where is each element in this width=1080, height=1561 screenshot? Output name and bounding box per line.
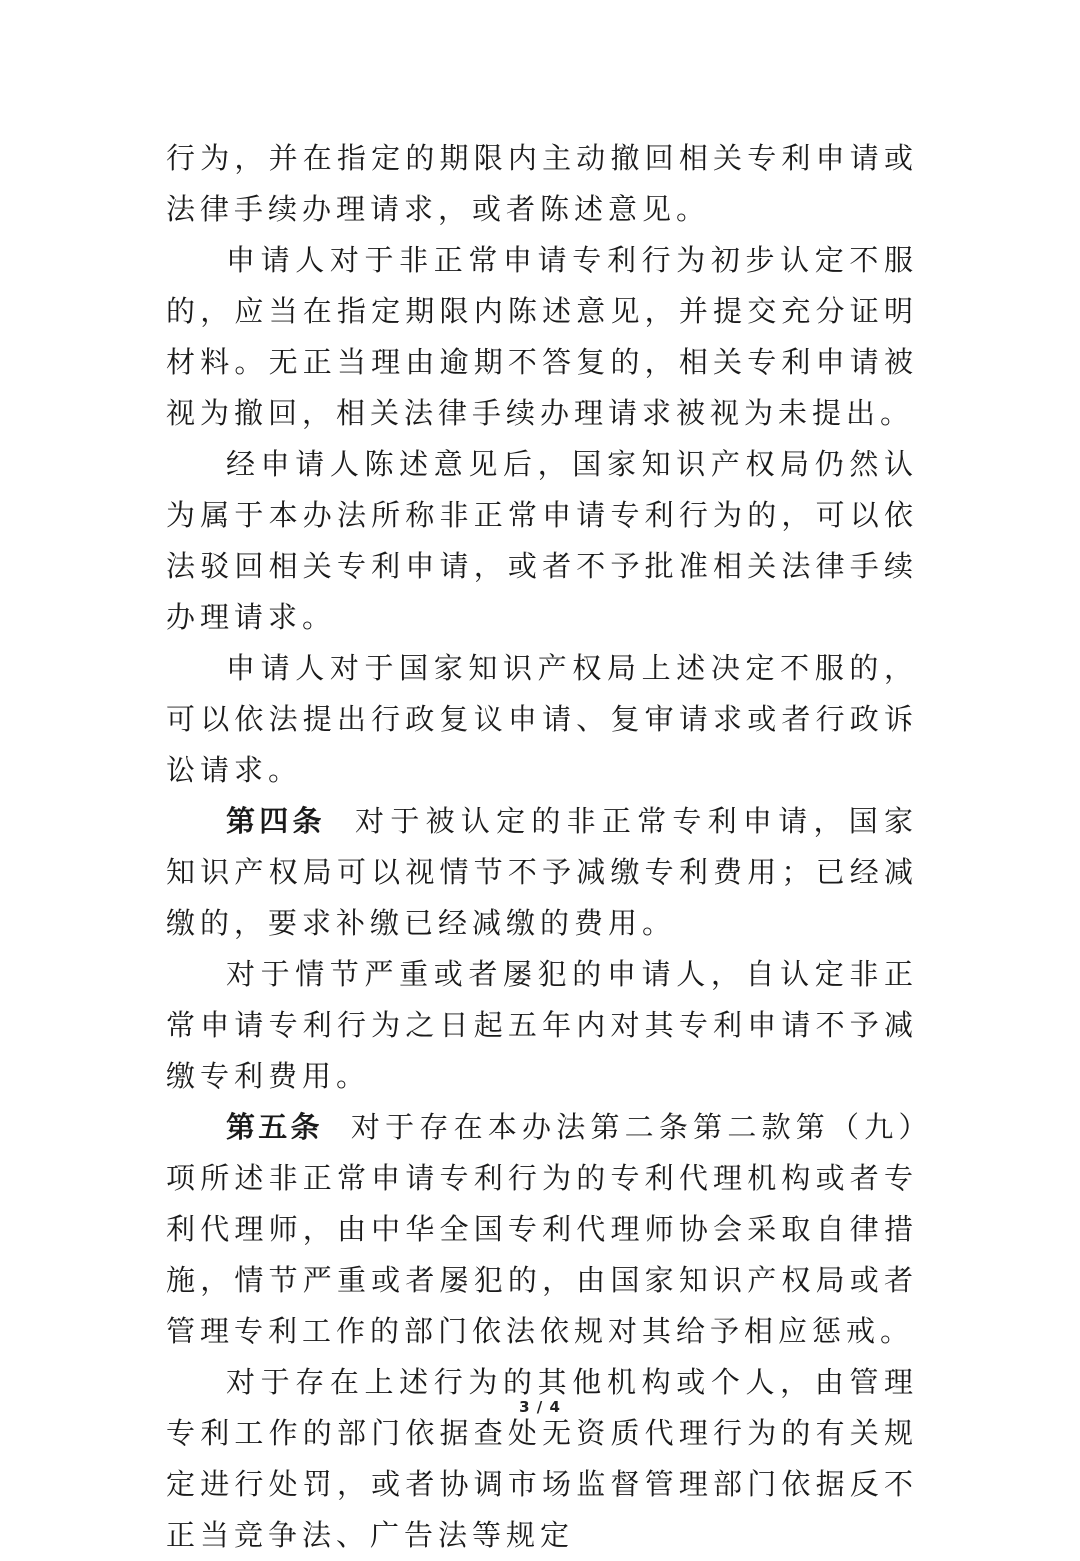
paragraph-continuation: 行为，并在指定的期限内主动撤回相关专利申请或法律手续办理请求，或者陈述意见。 <box>166 141 918 226</box>
article-4-paragraph <box>166 796 918 949</box>
article-5-paragraph <box>166 1102 918 1357</box>
article-5-heading: 第五条 <box>226 1110 323 1144</box>
page-number: 3 / 4 <box>519 1398 561 1416</box>
article-4-text: 对于被认定的非正常专利申请，国家知识产权局可以视情节不予减缴专利费用；已经减缴的，要求补缴已经减缴的费用。 <box>166 804 918 940</box>
paragraph-appeal: 申请人对于国家知识产权局上述决定不服的，可以依法提出行政复议申请、复审请求或者行政诉讼请求。 <box>166 651 918 787</box>
paragraph-rejection: 经申请人陈述意见后，国家知识产权局仍然认为属于本办法所称非正常申请专利行为的，可以依法驳回相关专利申请，或者不予批准相关法律手续办理请求。 <box>166 447 918 634</box>
article-5-paragraph-2: 对于存在上述行为的其他机构或个人，由管理专利工作的部门依据查处无资质代理行为的有关规定进行处罚，或者协调市场监督管理部门依据反不正当竞争法、广告法等规定 <box>166 1365 918 1552</box>
article-4-paragraph-2: 对于情节严重或者屡犯的申请人，自认定非正常申请专利行为之日起五年内对其专利申请不予减缴专利费用。 <box>166 957 918 1093</box>
article-5-text: 对于存在本办法第二条第二款第（九）项所述非正常申请专利行为的专利代理机构或者专利代理师，由中华全国专利代理师协会采取自律措施，情节严重或者屡犯的，由国家知识产权局或者管理专利工作的部门依法依规对其给予相应惩戒。 <box>166 1110 918 1348</box>
article-4-heading: 第四条 <box>226 804 326 838</box>
paragraph-objection: 申请人对于非正常申请专利行为初步认定不服的，应当在指定期限内陈述意见，并提交充分证明材料。无正当理由逾期不答复的，相关专利申请被视为撤回，相关法律手续办理请求被视为未提出。 <box>166 243 918 430</box>
document-body <box>166 133 918 1561</box>
